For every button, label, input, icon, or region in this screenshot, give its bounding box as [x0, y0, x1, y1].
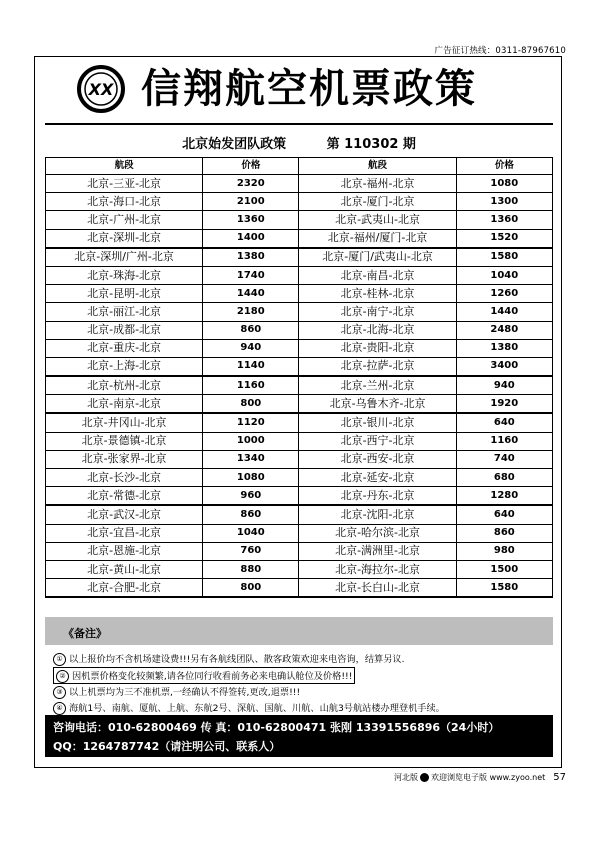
route-cell: 北京-兰州-北京 — [299, 376, 456, 395]
table-row — [46, 266, 553, 284]
price-cell: 760 — [203, 542, 299, 560]
table-row — [46, 579, 553, 598]
price-cell: 1740 — [203, 266, 299, 284]
route-cell: 北京-深圳/广州-北京 — [46, 248, 203, 267]
note-text: 以上报价均不含机场建设费!!!另有各航线团队、散客政策欢迎来电咨询，结算另议. — [69, 654, 405, 665]
price-cell: 1340 — [203, 450, 299, 468]
notes-title: 《备注》 — [63, 627, 107, 640]
note-item — [53, 684, 300, 699]
route-cell: 北京-广州-北京 — [46, 211, 203, 229]
header-route-1: 航段 — [46, 158, 203, 175]
route-cell: 北京-重庆-北京 — [46, 339, 203, 357]
globe-icon — [420, 773, 429, 782]
route-cell: 北京-沈阳-北京 — [299, 505, 456, 524]
table-row — [46, 376, 553, 395]
route-cell: 北京-武夷山-北京 — [299, 211, 456, 229]
price-cell: 960 — [203, 487, 299, 506]
table-row — [46, 395, 553, 414]
note-number: ② — [56, 670, 69, 683]
route-cell: 北京-长沙-北京 — [46, 469, 203, 487]
price-cell: 1580 — [456, 248, 552, 267]
note-item — [53, 700, 445, 715]
table-row — [46, 229, 553, 248]
route-cell: 北京-延安-北京 — [299, 469, 456, 487]
price-cell: 1260 — [456, 285, 552, 303]
route-cell: 北京-丹东-北京 — [299, 487, 456, 506]
price-cell: 860 — [203, 505, 299, 524]
route-cell: 北京-成都-北京 — [46, 321, 203, 339]
route-cell: 北京-井冈山-北京 — [46, 413, 203, 432]
route-cell: 北京-贵阳-北京 — [299, 339, 456, 357]
table-row — [46, 524, 553, 542]
price-cell: 1000 — [203, 432, 299, 450]
price-cell: 1380 — [203, 248, 299, 267]
route-cell: 北京-哈尔滨-北京 — [299, 524, 456, 542]
price-cell: 2180 — [203, 303, 299, 321]
table-row — [46, 505, 553, 524]
footer-edition: 河北版 — [394, 773, 419, 782]
route-cell: 北京-丽江-北京 — [46, 303, 203, 321]
route-cell: 北京-上海-北京 — [46, 357, 203, 376]
price-cell: 980 — [456, 542, 552, 560]
table-row — [46, 175, 553, 193]
route-cell: 北京-黄山-北京 — [46, 560, 203, 578]
fare-table — [45, 157, 553, 598]
price-cell: 1080 — [203, 469, 299, 487]
note-text: 因机票价格变化较频繁,请各位同行收看前务必来电确认舱位及价格!!! — [72, 671, 353, 682]
table-row — [46, 560, 553, 578]
price-cell: 1300 — [456, 193, 552, 211]
table-row — [46, 321, 553, 339]
logo-text: XX — [88, 80, 114, 99]
route-cell: 北京-南宁-北京 — [299, 303, 456, 321]
xx-logo-icon — [77, 65, 125, 113]
price-cell: 1040 — [456, 266, 552, 284]
route-cell: 北京-福州/厦门-北京 — [299, 229, 456, 248]
note-item — [53, 667, 355, 684]
route-cell: 北京-南京-北京 — [46, 395, 203, 414]
note-text: 以上机票均为三不准机票,一经确认不得签转,更改,退票!!! — [69, 687, 301, 698]
title-rule — [45, 123, 553, 125]
price-cell: 640 — [456, 413, 552, 432]
route-cell: 北京-恩施-北京 — [46, 542, 203, 560]
price-cell: 940 — [456, 376, 552, 395]
price-cell: 1440 — [456, 303, 552, 321]
price-cell: 680 — [456, 469, 552, 487]
price-cell: 860 — [203, 321, 299, 339]
subtitle — [35, 133, 563, 152]
note-number: ① — [53, 653, 66, 666]
price-cell: 1500 — [456, 560, 552, 578]
route-cell: 北京-桂林-北京 — [299, 285, 456, 303]
route-cell: 北京-常德-北京 — [46, 487, 203, 506]
price-cell: 860 — [456, 524, 552, 542]
route-cell: 北京-景德镇-北京 — [46, 432, 203, 450]
price-cell: 800 — [203, 579, 299, 598]
route-cell: 北京-珠海-北京 — [46, 266, 203, 284]
route-cell: 北京-武汉-北京 — [46, 505, 203, 524]
price-cell: 1140 — [203, 357, 299, 376]
page-number: 57 — [553, 772, 566, 783]
route-cell: 北京-三亚-北京 — [46, 175, 203, 193]
price-cell: 1040 — [203, 524, 299, 542]
price-cell: 640 — [456, 505, 552, 524]
note-text: 海航1号、南航、厦航、上航、东航2号、深航、国航、川航、山航3号航站楼办理登机手续。 — [69, 703, 445, 714]
route-cell: 北京-张家界-北京 — [46, 450, 203, 468]
route-cell: 北京-满洲里-北京 — [299, 542, 456, 560]
price-cell: 1160 — [203, 376, 299, 395]
route-cell: 北京-海拉尔-北京 — [299, 560, 456, 578]
price-cell: 2480 — [456, 321, 552, 339]
header-price-2: 价格 — [456, 158, 552, 175]
route-cell: 北京-拉萨-北京 — [299, 357, 456, 376]
table-row — [46, 248, 553, 267]
price-cell: 2320 — [203, 175, 299, 193]
contact-phone: 咨询电话：010-62800469 传 真：010-62800471 张刚 13391556896（24小时） — [53, 721, 500, 734]
route-cell: 北京-长白山-北京 — [299, 579, 456, 598]
table-row — [46, 285, 553, 303]
price-cell: 1080 — [456, 175, 552, 193]
table-row — [46, 487, 553, 506]
price-cell: 2100 — [203, 193, 299, 211]
issue-number: 第 110302 期 — [326, 137, 416, 152]
price-cell: 1520 — [456, 229, 552, 248]
price-cell: 1380 — [456, 339, 552, 357]
price-cell: 1160 — [456, 432, 552, 450]
ad-hotline: 广告征订热线：0311-87967610 — [434, 46, 566, 56]
route-cell: 北京-深圳-北京 — [46, 229, 203, 248]
price-cell: 1580 — [456, 579, 552, 598]
table-row — [46, 211, 553, 229]
brand-title: 信翔航空机票政策 — [141, 66, 477, 112]
price-cell: 740 — [456, 450, 552, 468]
price-cell: 1400 — [203, 229, 299, 248]
table-row — [46, 542, 553, 560]
table-row — [46, 469, 553, 487]
fare-table-body — [46, 175, 553, 598]
table-row — [46, 303, 553, 321]
route-cell: 北京-厦门/武夷山-北京 — [299, 248, 456, 267]
route-cell: 北京-北海-北京 — [299, 321, 456, 339]
contact-qq: QQ：1264787742（请注明公司、联系人） — [53, 740, 281, 753]
header-price-1: 价格 — [203, 158, 299, 175]
price-cell: 1360 — [456, 211, 552, 229]
policy-frame — [34, 56, 562, 768]
policy-title: 北京始发团队政策 — [182, 137, 287, 152]
route-cell: 北京-合肥-北京 — [46, 579, 203, 598]
route-cell: 北京-福州-北京 — [299, 175, 456, 193]
table-row — [46, 450, 553, 468]
price-cell: 3400 — [456, 357, 552, 376]
footer-website: 欢迎浏览电子版 www.zyoo.net — [431, 773, 546, 782]
table-row — [46, 432, 553, 450]
page-footer — [394, 772, 566, 783]
price-cell: 880 — [203, 560, 299, 578]
price-cell: 1360 — [203, 211, 299, 229]
note-number: ③ — [53, 686, 66, 699]
route-cell: 北京-西宁-北京 — [299, 432, 456, 450]
header-route-2: 航段 — [299, 158, 456, 175]
table-row — [46, 339, 553, 357]
route-cell: 北京-厦门-北京 — [299, 193, 456, 211]
route-cell: 北京-宜昌-北京 — [46, 524, 203, 542]
table-row — [46, 357, 553, 376]
route-cell: 北京-西安-北京 — [299, 450, 456, 468]
price-cell: 1440 — [203, 285, 299, 303]
route-cell: 北京-银川-北京 — [299, 413, 456, 432]
note-number: ④ — [53, 702, 66, 715]
price-cell: 1280 — [456, 487, 552, 506]
price-cell: 1120 — [203, 413, 299, 432]
price-cell: 1920 — [456, 395, 552, 414]
route-cell: 北京-乌鲁木齐-北京 — [299, 395, 456, 414]
route-cell: 北京-南昌-北京 — [299, 266, 456, 284]
note-item — [53, 651, 405, 666]
table-header-row — [46, 158, 553, 175]
contact-bar — [45, 715, 553, 757]
route-cell: 北京-昆明-北京 — [46, 285, 203, 303]
price-cell: 800 — [203, 395, 299, 414]
route-cell: 北京-杭州-北京 — [46, 376, 203, 395]
route-cell: 北京-海口-北京 — [46, 193, 203, 211]
price-cell: 940 — [203, 339, 299, 357]
table-row — [46, 193, 553, 211]
notes-header-bar — [45, 617, 553, 645]
table-row — [46, 413, 553, 432]
